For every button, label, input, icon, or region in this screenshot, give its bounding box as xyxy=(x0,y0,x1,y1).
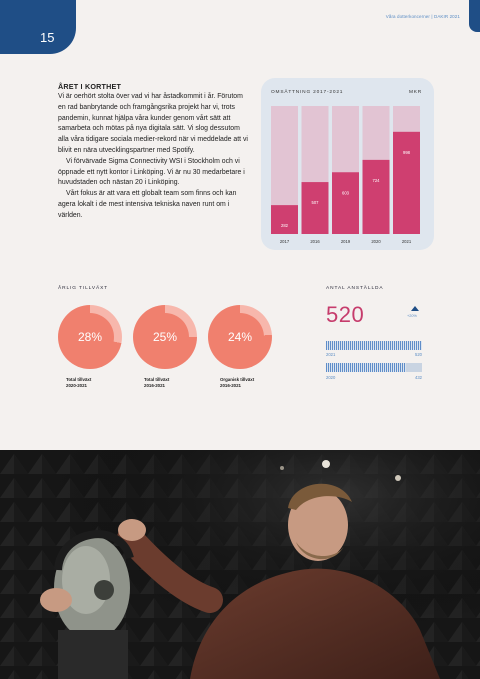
employees-bar-fill xyxy=(326,363,406,372)
revenue-bar-2020 xyxy=(363,160,390,234)
caption-line: 2020-2021 xyxy=(66,383,87,388)
caption-line: 2016-2021 xyxy=(220,383,241,388)
revenue-data-label: 724 xyxy=(372,177,380,183)
revenue-data-label: 603 xyxy=(342,190,349,196)
corner-tab xyxy=(469,0,480,32)
revenue-data-label: 507 xyxy=(311,200,319,206)
growth-value: 25% xyxy=(141,313,189,361)
page-number-tab xyxy=(0,0,76,54)
photo-illustration xyxy=(0,450,480,679)
revenue-bar-2017 xyxy=(271,205,298,234)
article-paragraph-2: Vi förvärvade Sigma Connectivity WSI i Stockholm och vi öppnade ett nytt kontor i Linköping. Vi är nu 30 medarbetare i huvudstaden och nästan 20 i Linköping. xyxy=(58,157,245,187)
employees-bar-value: 520 xyxy=(415,352,422,357)
revenue-bar-2021 xyxy=(393,132,420,234)
caption-line: 2016-2021 xyxy=(144,383,165,388)
employees-bar-value: 432 xyxy=(415,375,422,380)
caption-line: Total tillväxt xyxy=(144,377,170,382)
employees-bar-2021 xyxy=(326,341,422,350)
arrow-up-icon xyxy=(411,306,419,311)
photo-engineer-anechoic-chamber xyxy=(0,450,480,679)
revenue-chart xyxy=(261,78,434,250)
revenue-x-tick-label: 2021 xyxy=(401,239,412,244)
revenue-data-label: 998 xyxy=(403,149,410,155)
article-paragraph-3: Vårt fokus är att vara ett globalt team som finns och kan agera lokalt i de mest intensiva tekniska naven runt om i världen. xyxy=(58,190,237,219)
employees-section-label: ANTAL ANSTÄLLDA xyxy=(326,286,384,291)
employees-bar-fill xyxy=(326,341,422,350)
revenue-chart-card xyxy=(261,78,434,250)
article-year-in-brief xyxy=(58,82,248,222)
revenue-x-tick-label: 2017 xyxy=(279,239,290,244)
employees-count: 520 xyxy=(326,302,365,327)
revenue-x-tick-label: 2016 xyxy=(310,239,320,244)
employees-growth-badge: +20% xyxy=(407,314,417,318)
growth-donut-organic-2016-2021 xyxy=(208,305,272,369)
revenue-data-label: 282 xyxy=(281,223,288,229)
growth-donut-total-2020-2021 xyxy=(58,305,122,369)
caption-line: Total tillväxt xyxy=(66,377,92,382)
chart-title: OMSÄTTNING 2017-2021 xyxy=(271,90,344,95)
page-number: 15 xyxy=(40,30,55,45)
employees-bar-year: 2021 xyxy=(326,352,336,357)
employees-bar-2020 xyxy=(326,363,422,372)
growth-caption xyxy=(144,377,204,389)
running-head: Våra dotterkoncerner | DAKIR 2021 xyxy=(385,14,460,19)
growth-caption xyxy=(220,377,280,389)
growth-value: 24% xyxy=(216,313,264,361)
article-paragraph-1: Vi är oerhört stolta över vad vi har åstadkommit i år. Förutom en rad banbrytande och framgångsrika projekt har vi, trots pandemin, kunnat hjälpa våra kunder genom vårt sätt att samarbeta och mötas på nya digitala sätt. Vi slog dessutom alla våra tidigare sociala medier-rekord när vi meddelade att vi blivit en nära utvecklingspartner med Spotify. xyxy=(58,93,248,154)
growth-value: 28% xyxy=(66,313,114,361)
revenue-bar-2016 xyxy=(302,182,329,234)
chart-unit: MKR xyxy=(408,90,422,95)
revenue-x-tick-label: 2019 xyxy=(340,239,351,244)
growth-caption xyxy=(66,377,126,389)
growth-donut-total-2016-2021 xyxy=(133,305,197,369)
caption-line: Organisk tillväxt xyxy=(220,377,255,382)
article-heading: ÅRET I KORTHET xyxy=(58,82,122,91)
employees-bar-year: 2020 xyxy=(326,375,336,380)
revenue-bar-2019 xyxy=(332,172,359,234)
growth-section-label: ÅRLIG TILLVÄXT xyxy=(58,286,109,291)
revenue-x-tick-label: 2020 xyxy=(371,239,381,244)
